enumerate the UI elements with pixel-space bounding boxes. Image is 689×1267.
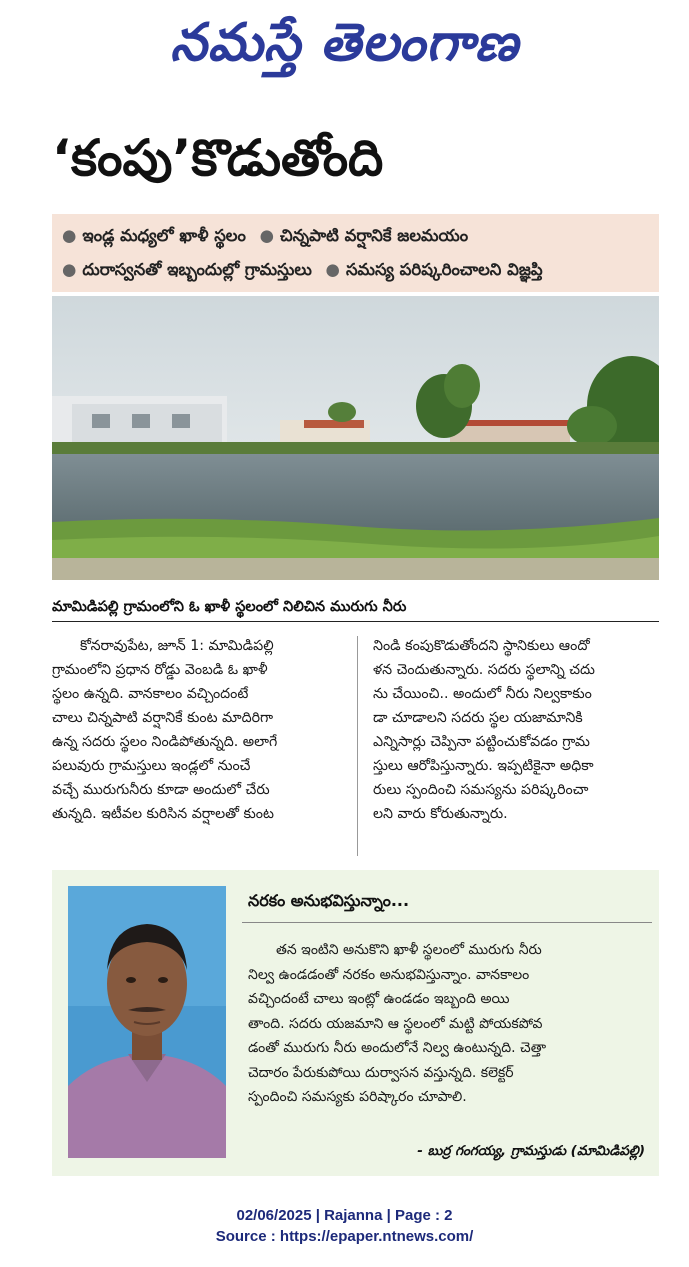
headline: ‘కంపు’కొడుతోంది — [52, 129, 384, 187]
news-photo — [52, 296, 659, 580]
article-line: చాలు చిన్నపాటి వర్షానికే కుంట మాదిరిగా — [52, 710, 274, 726]
quote-line: చెదారం పేరుకుపోయి దుర్వాసన వస్తున్నది. కలెక్టర్ — [248, 1064, 514, 1081]
villager-portrait — [68, 886, 226, 1158]
subheads-box — [52, 214, 659, 292]
bullet-icon: ● — [62, 260, 77, 279]
subhead-2a: దురాస్వనతో ఇబ్బందుల్లో గ్రామస్తులు — [82, 260, 312, 279]
article-line: కోనరావుపేట, జూన్ 1: మామిడిపల్లి — [80, 638, 274, 654]
masthead — [0, 8, 689, 78]
quote-line: వచ్చిందంటే చాలు ఇంట్లో ఉండడం ఇబ్బంది అయి — [248, 991, 510, 1007]
bullet-icon: ● — [62, 226, 77, 245]
article-line: రులు స్పందించి సమస్యను పరిష్కరించా — [373, 782, 589, 798]
article-line: ఎన్నిసార్లు చెప్పినా పట్టించుకోవడం గ్రామ — [373, 734, 590, 750]
photo-caption: మామిడిపల్లి గ్రామంలోని ఓ ఖాళీ స్థలంలో నిలిచిన మురుగు నీరు — [52, 593, 659, 622]
quote-line: తాంది. సదరు యజమాని ఆ స్థలంలో మట్టి పోయకపోవ — [248, 1015, 543, 1032]
article-line: లని వారు కోరుతున్నారు. — [373, 806, 508, 822]
article-line: ఉన్న సదరు స్థలం నిండిపోతున్నది. అలాగే — [52, 734, 278, 750]
subhead-2b: సమస్య పరిష్కరించాలని విజ్ఞప్తి — [345, 260, 543, 279]
quote-line: నిల్వ ఉండడంతో నరకం అనుభవిస్తున్నాం. వానకాలం — [248, 966, 530, 983]
subhead-1a: ఇండ్ల మధ్యలో ఖాళీ స్థలం — [82, 226, 246, 245]
subhead-1b: చిన్నపాటి వర్షానికే జలమయం — [280, 226, 469, 245]
bullet-icon: ● — [325, 260, 340, 279]
quote-signature: - బుర్ర గంగయ్య, గ్రామస్తుడు (మామిడిపల్లి) — [417, 1143, 645, 1159]
article-line: డా చూడాలని సదరు స్థల యజామానికి — [373, 710, 583, 726]
quote-line: స్పందించి సమస్యకు పరిష్కారం చూపాలి. — [248, 1089, 467, 1105]
article-line: వచ్చే మురుగునీరు కూడా అందులో చేరు — [52, 782, 270, 798]
pond-photo-illustration — [52, 296, 659, 580]
subhead-line-2 — [62, 258, 543, 282]
quote-title-rule — [242, 922, 652, 923]
quote-line: తన ఇంటిని అనుకొని ఖాళీ స్థలంలో మురుగు నీరు — [276, 942, 542, 958]
article-line: గ్రామంలోని ప్రధాన రోడ్డు వెంబడి ఓ ఖాళీ — [52, 662, 268, 678]
column-divider — [357, 636, 358, 856]
article-line: పలువురు గ్రామస్తులు ఇండ్లలో నుంచే — [52, 758, 251, 774]
article-line: ను చేయించి.. అందులో నీరు నిల్వకాకుం — [373, 686, 592, 702]
quote-line: డంతో మురుగు నీరు అందులోనే నిల్వ ఉంటున్నది. చెత్తా — [248, 1040, 547, 1056]
bullet-icon: ● — [259, 226, 275, 245]
quote-box — [52, 870, 659, 1176]
article-line: నిండి కంపుకొడుతోందని స్థానికులు ఆందో — [373, 638, 590, 654]
article-line: స్థలం ఉన్నది. వానకాలం వచ్చిందంటే — [52, 686, 249, 702]
footer-source-line[interactable]: Source : https://epaper.ntnews.com/ — [215, 1228, 474, 1245]
article-left-column — [52, 634, 344, 826]
footer — [0, 1205, 689, 1247]
footer-date-line: 02/06/2025 | Rajanna | Page : 2 — [236, 1207, 453, 1224]
masthead-title: నమస్తే తెలంగాణ — [170, 13, 519, 73]
portrait-illustration — [68, 886, 226, 1158]
quote-body — [248, 938, 648, 1110]
subhead-line-1 — [62, 224, 468, 248]
article-line: తున్నది. ఇటీవల కురిసిన వర్షాలతో కుంట — [52, 806, 274, 822]
article-line: ళన చెందుతున్నారు. సదరు స్థలాన్ని చదు — [373, 662, 595, 678]
article-line: స్తులు ఆరోపిస్తున్నారు. ఇప్పటికైనా అధికా — [373, 758, 594, 774]
article-right-column — [373, 634, 665, 826]
quote-title: నరకం అనుభవిస్తున్నాం... — [248, 891, 410, 910]
